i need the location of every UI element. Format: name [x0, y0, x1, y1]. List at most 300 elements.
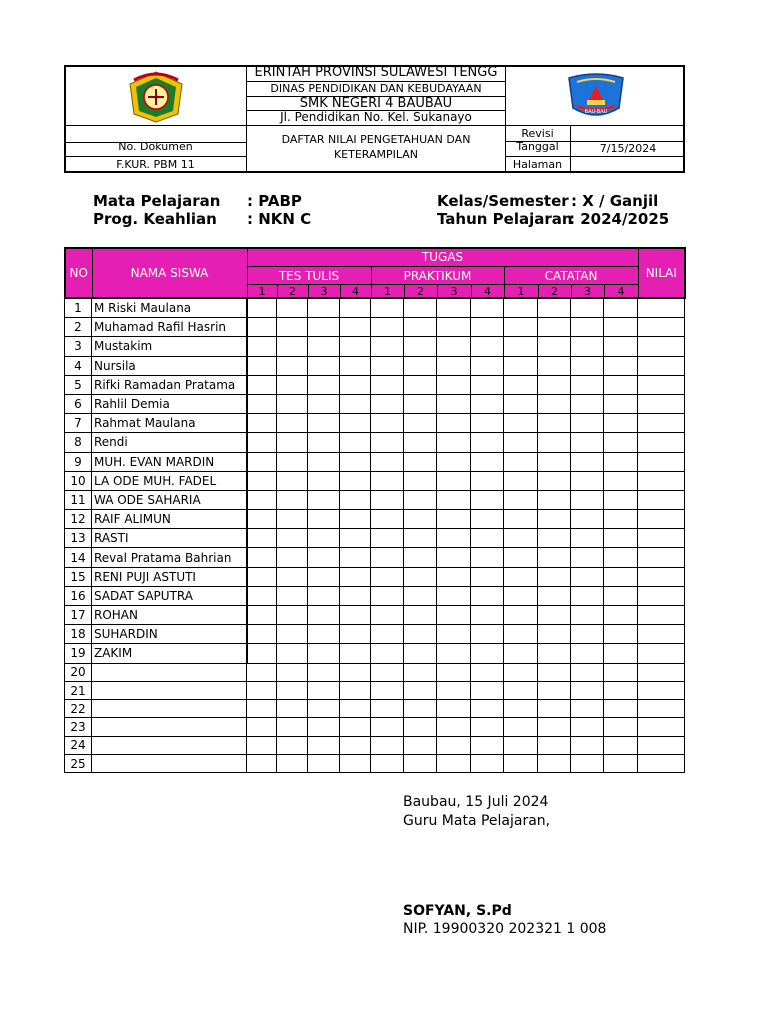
score-cell[interactable]: [604, 318, 638, 337]
score-cell[interactable]: [404, 356, 437, 375]
score-cell[interactable]: [371, 586, 404, 605]
score-cell[interactable]: [571, 433, 604, 452]
score-cell[interactable]: [538, 299, 571, 318]
score-cell[interactable]: [340, 337, 371, 356]
score-cell[interactable]: [571, 510, 604, 529]
score-cell[interactable]: [471, 414, 504, 433]
score-cell[interactable]: [538, 606, 571, 625]
score-cell[interactable]: [604, 625, 638, 644]
score-cell[interactable]: [371, 375, 404, 394]
score-cell[interactable]: [308, 452, 340, 471]
score-cell[interactable]: [308, 299, 340, 318]
score-cell[interactable]: [571, 606, 604, 625]
score-cell[interactable]: [437, 337, 471, 356]
score-cell[interactable]: [371, 471, 404, 490]
score-cell[interactable]: [308, 375, 340, 394]
score-cell[interactable]: [247, 625, 277, 644]
score-cell[interactable]: [404, 337, 437, 356]
score-cell[interactable]: [571, 681, 604, 699]
score-cell[interactable]: [371, 736, 404, 754]
score-cell[interactable]: [504, 586, 538, 605]
score-cell[interactable]: [504, 471, 538, 490]
score-cell[interactable]: [571, 337, 604, 356]
score-cell[interactable]: [404, 299, 437, 318]
score-cell[interactable]: [471, 718, 504, 736]
score-cell[interactable]: [571, 490, 604, 509]
nilai-cell[interactable]: [638, 567, 685, 586]
score-cell[interactable]: [247, 529, 277, 548]
score-cell[interactable]: [571, 644, 604, 663]
score-cell[interactable]: [504, 606, 538, 625]
score-cell[interactable]: [340, 644, 371, 663]
score-cell[interactable]: [604, 736, 638, 754]
score-cell[interactable]: [340, 736, 371, 754]
score-cell[interactable]: [340, 375, 371, 394]
score-cell[interactable]: [308, 663, 340, 681]
score-cell[interactable]: [277, 586, 308, 605]
score-cell[interactable]: [308, 414, 340, 433]
score-cell[interactable]: [471, 337, 504, 356]
score-cell[interactable]: [247, 490, 277, 509]
nilai-cell[interactable]: [638, 337, 685, 356]
score-cell[interactable]: [571, 736, 604, 754]
score-cell[interactable]: [538, 471, 571, 490]
score-cell[interactable]: [277, 375, 308, 394]
score-cell[interactable]: [471, 375, 504, 394]
nilai-cell[interactable]: [638, 663, 685, 681]
score-cell[interactable]: [538, 681, 571, 699]
score-cell[interactable]: [340, 471, 371, 490]
score-cell[interactable]: [404, 414, 437, 433]
score-cell[interactable]: [571, 318, 604, 337]
score-cell[interactable]: [437, 510, 471, 529]
score-cell[interactable]: [604, 718, 638, 736]
score-cell[interactable]: [471, 644, 504, 663]
score-cell[interactable]: [437, 375, 471, 394]
score-cell[interactable]: [471, 452, 504, 471]
score-cell[interactable]: [404, 510, 437, 529]
score-cell[interactable]: [538, 700, 571, 718]
score-cell[interactable]: [277, 606, 308, 625]
score-cell[interactable]: [371, 337, 404, 356]
nilai-cell[interactable]: [638, 736, 685, 754]
score-cell[interactable]: [538, 644, 571, 663]
score-cell[interactable]: [247, 299, 277, 318]
score-cell[interactable]: [247, 337, 277, 356]
score-cell[interactable]: [504, 318, 538, 337]
score-cell[interactable]: [604, 394, 638, 413]
nilai-cell[interactable]: [638, 700, 685, 718]
score-cell[interactable]: [308, 700, 340, 718]
score-cell[interactable]: [571, 700, 604, 718]
score-cell[interactable]: [371, 414, 404, 433]
score-cell[interactable]: [371, 452, 404, 471]
score-cell[interactable]: [571, 452, 604, 471]
score-cell[interactable]: [277, 736, 308, 754]
score-cell[interactable]: [471, 606, 504, 625]
score-cell[interactable]: [471, 471, 504, 490]
score-cell[interactable]: [308, 736, 340, 754]
score-cell[interactable]: [504, 394, 538, 413]
nilai-cell[interactable]: [638, 755, 685, 773]
score-cell[interactable]: [437, 736, 471, 754]
nilai-cell[interactable]: [638, 606, 685, 625]
score-cell[interactable]: [277, 548, 308, 567]
score-cell[interactable]: [404, 375, 437, 394]
score-cell[interactable]: [404, 394, 437, 413]
score-cell[interactable]: [604, 663, 638, 681]
score-cell[interactable]: [538, 625, 571, 644]
score-cell[interactable]: [371, 299, 404, 318]
score-cell[interactable]: [340, 356, 371, 375]
score-cell[interactable]: [471, 510, 504, 529]
score-cell[interactable]: [247, 700, 277, 718]
score-cell[interactable]: [504, 433, 538, 452]
score-cell[interactable]: [437, 606, 471, 625]
score-cell[interactable]: [340, 414, 371, 433]
score-cell[interactable]: [538, 337, 571, 356]
score-cell[interactable]: [308, 510, 340, 529]
score-cell[interactable]: [340, 394, 371, 413]
score-cell[interactable]: [538, 433, 571, 452]
score-cell[interactable]: [247, 644, 277, 663]
score-cell[interactable]: [247, 548, 277, 567]
score-cell[interactable]: [504, 529, 538, 548]
score-cell[interactable]: [604, 490, 638, 509]
score-cell[interactable]: [604, 548, 638, 567]
score-cell[interactable]: [571, 471, 604, 490]
score-cell[interactable]: [277, 471, 308, 490]
score-cell[interactable]: [340, 586, 371, 605]
score-cell[interactable]: [308, 356, 340, 375]
score-cell[interactable]: [247, 318, 277, 337]
score-cell[interactable]: [404, 736, 437, 754]
score-cell[interactable]: [471, 736, 504, 754]
score-cell[interactable]: [538, 510, 571, 529]
score-cell[interactable]: [340, 490, 371, 509]
score-cell[interactable]: [437, 663, 471, 681]
score-cell[interactable]: [404, 490, 437, 509]
score-cell[interactable]: [308, 718, 340, 736]
score-cell[interactable]: [247, 755, 277, 773]
nilai-cell[interactable]: [638, 375, 685, 394]
score-cell[interactable]: [604, 681, 638, 699]
score-cell[interactable]: [277, 433, 308, 452]
score-cell[interactable]: [277, 681, 308, 699]
score-cell[interactable]: [471, 567, 504, 586]
score-cell[interactable]: [308, 755, 340, 773]
score-cell[interactable]: [538, 529, 571, 548]
score-cell[interactable]: [371, 567, 404, 586]
score-cell[interactable]: [471, 700, 504, 718]
nilai-cell[interactable]: [638, 471, 685, 490]
score-cell[interactable]: [437, 718, 471, 736]
score-cell[interactable]: [277, 644, 308, 663]
score-cell[interactable]: [571, 586, 604, 605]
score-cell[interactable]: [604, 644, 638, 663]
score-cell[interactable]: [604, 433, 638, 452]
score-cell[interactable]: [504, 356, 538, 375]
score-cell[interactable]: [538, 586, 571, 605]
score-cell[interactable]: [504, 663, 538, 681]
score-cell[interactable]: [604, 529, 638, 548]
score-cell[interactable]: [538, 394, 571, 413]
score-cell[interactable]: [340, 510, 371, 529]
score-cell[interactable]: [371, 718, 404, 736]
score-cell[interactable]: [371, 681, 404, 699]
score-cell[interactable]: [404, 567, 437, 586]
score-cell[interactable]: [538, 755, 571, 773]
score-cell[interactable]: [308, 529, 340, 548]
score-cell[interactable]: [340, 299, 371, 318]
score-cell[interactable]: [340, 755, 371, 773]
score-cell[interactable]: [308, 394, 340, 413]
score-cell[interactable]: [277, 663, 308, 681]
score-cell[interactable]: [277, 452, 308, 471]
score-cell[interactable]: [437, 567, 471, 586]
score-cell[interactable]: [371, 663, 404, 681]
score-cell[interactable]: [571, 375, 604, 394]
nilai-cell[interactable]: [638, 529, 685, 548]
score-cell[interactable]: [371, 755, 404, 773]
score-cell[interactable]: [471, 681, 504, 699]
score-cell[interactable]: [277, 414, 308, 433]
score-cell[interactable]: [471, 433, 504, 452]
score-cell[interactable]: [604, 755, 638, 773]
nilai-cell[interactable]: [638, 433, 685, 452]
score-cell[interactable]: [437, 490, 471, 509]
score-cell[interactable]: [371, 433, 404, 452]
score-cell[interactable]: [538, 414, 571, 433]
score-cell[interactable]: [340, 548, 371, 567]
score-cell[interactable]: [604, 414, 638, 433]
score-cell[interactable]: [247, 586, 277, 605]
score-cell[interactable]: [247, 510, 277, 529]
score-cell[interactable]: [504, 681, 538, 699]
score-cell[interactable]: [504, 567, 538, 586]
score-cell[interactable]: [604, 299, 638, 318]
score-cell[interactable]: [571, 299, 604, 318]
score-cell[interactable]: [247, 663, 277, 681]
score-cell[interactable]: [371, 510, 404, 529]
score-cell[interactable]: [277, 299, 308, 318]
score-cell[interactable]: [604, 337, 638, 356]
nilai-cell[interactable]: [638, 644, 685, 663]
score-cell[interactable]: [308, 548, 340, 567]
score-cell[interactable]: [437, 681, 471, 699]
score-cell[interactable]: [277, 718, 308, 736]
score-cell[interactable]: [538, 718, 571, 736]
score-cell[interactable]: [404, 529, 437, 548]
score-cell[interactable]: [437, 586, 471, 605]
score-cell[interactable]: [504, 510, 538, 529]
score-cell[interactable]: [437, 625, 471, 644]
score-cell[interactable]: [277, 394, 308, 413]
score-cell[interactable]: [571, 718, 604, 736]
score-cell[interactable]: [404, 318, 437, 337]
score-cell[interactable]: [371, 644, 404, 663]
score-cell[interactable]: [247, 394, 277, 413]
score-cell[interactable]: [437, 700, 471, 718]
score-cell[interactable]: [404, 452, 437, 471]
score-cell[interactable]: [371, 394, 404, 413]
score-cell[interactable]: [340, 567, 371, 586]
score-cell[interactable]: [277, 700, 308, 718]
score-cell[interactable]: [308, 644, 340, 663]
score-cell[interactable]: [604, 586, 638, 605]
score-cell[interactable]: [340, 663, 371, 681]
score-cell[interactable]: [277, 356, 308, 375]
score-cell[interactable]: [437, 433, 471, 452]
score-cell[interactable]: [277, 625, 308, 644]
score-cell[interactable]: [571, 414, 604, 433]
score-cell[interactable]: [371, 490, 404, 509]
score-cell[interactable]: [340, 529, 371, 548]
score-cell[interactable]: [437, 529, 471, 548]
score-cell[interactable]: [471, 755, 504, 773]
score-cell[interactable]: [604, 510, 638, 529]
score-cell[interactable]: [308, 586, 340, 605]
score-cell[interactable]: [404, 606, 437, 625]
score-cell[interactable]: [571, 625, 604, 644]
score-cell[interactable]: [308, 471, 340, 490]
score-cell[interactable]: [404, 471, 437, 490]
nilai-cell[interactable]: [638, 681, 685, 699]
score-cell[interactable]: [308, 490, 340, 509]
score-cell[interactable]: [437, 548, 471, 567]
score-cell[interactable]: [471, 548, 504, 567]
nilai-cell[interactable]: [638, 414, 685, 433]
score-cell[interactable]: [437, 755, 471, 773]
score-cell[interactable]: [277, 755, 308, 773]
score-cell[interactable]: [308, 337, 340, 356]
nilai-cell[interactable]: [638, 490, 685, 509]
score-cell[interactable]: [504, 644, 538, 663]
score-cell[interactable]: [404, 548, 437, 567]
score-cell[interactable]: [308, 681, 340, 699]
score-cell[interactable]: [404, 681, 437, 699]
score-cell[interactable]: [504, 700, 538, 718]
score-cell[interactable]: [538, 567, 571, 586]
score-cell[interactable]: [277, 510, 308, 529]
score-cell[interactable]: [247, 452, 277, 471]
score-cell[interactable]: [504, 718, 538, 736]
score-cell[interactable]: [371, 700, 404, 718]
score-cell[interactable]: [604, 356, 638, 375]
score-cell[interactable]: [504, 414, 538, 433]
nilai-cell[interactable]: [638, 356, 685, 375]
score-cell[interactable]: [371, 548, 404, 567]
score-cell[interactable]: [471, 586, 504, 605]
score-cell[interactable]: [571, 356, 604, 375]
score-cell[interactable]: [471, 356, 504, 375]
score-cell[interactable]: [504, 490, 538, 509]
score-cell[interactable]: [371, 318, 404, 337]
score-cell[interactable]: [404, 625, 437, 644]
score-cell[interactable]: [247, 736, 277, 754]
score-cell[interactable]: [308, 318, 340, 337]
score-cell[interactable]: [247, 356, 277, 375]
score-cell[interactable]: [437, 299, 471, 318]
score-cell[interactable]: [504, 548, 538, 567]
score-cell[interactable]: [571, 548, 604, 567]
score-cell[interactable]: [504, 299, 538, 318]
score-cell[interactable]: [404, 755, 437, 773]
nilai-cell[interactable]: [638, 625, 685, 644]
score-cell[interactable]: [308, 567, 340, 586]
score-cell[interactable]: [604, 452, 638, 471]
score-cell[interactable]: [247, 681, 277, 699]
score-cell[interactable]: [404, 433, 437, 452]
score-cell[interactable]: [471, 318, 504, 337]
score-cell[interactable]: [404, 700, 437, 718]
score-cell[interactable]: [604, 700, 638, 718]
score-cell[interactable]: [471, 529, 504, 548]
score-cell[interactable]: [340, 318, 371, 337]
score-cell[interactable]: [604, 606, 638, 625]
score-cell[interactable]: [571, 567, 604, 586]
score-cell[interactable]: [340, 700, 371, 718]
score-cell[interactable]: [371, 529, 404, 548]
score-cell[interactable]: [538, 548, 571, 567]
score-cell[interactable]: [571, 529, 604, 548]
score-cell[interactable]: [404, 644, 437, 663]
score-cell[interactable]: [437, 356, 471, 375]
nilai-cell[interactable]: [638, 394, 685, 413]
score-cell[interactable]: [340, 625, 371, 644]
score-cell[interactable]: [247, 606, 277, 625]
score-cell[interactable]: [437, 394, 471, 413]
score-cell[interactable]: [538, 356, 571, 375]
score-cell[interactable]: [340, 452, 371, 471]
nilai-cell[interactable]: [638, 718, 685, 736]
nilai-cell[interactable]: [638, 586, 685, 605]
score-cell[interactable]: [538, 663, 571, 681]
score-cell[interactable]: [277, 567, 308, 586]
score-cell[interactable]: [604, 567, 638, 586]
score-cell[interactable]: [604, 375, 638, 394]
score-cell[interactable]: [437, 471, 471, 490]
score-cell[interactable]: [308, 433, 340, 452]
nilai-cell[interactable]: [638, 318, 685, 337]
score-cell[interactable]: [571, 663, 604, 681]
score-cell[interactable]: [471, 663, 504, 681]
score-cell[interactable]: [340, 606, 371, 625]
score-cell[interactable]: [538, 375, 571, 394]
nilai-cell[interactable]: [638, 299, 685, 318]
score-cell[interactable]: [471, 299, 504, 318]
score-cell[interactable]: [504, 625, 538, 644]
score-cell[interactable]: [404, 663, 437, 681]
score-cell[interactable]: [437, 644, 471, 663]
score-cell[interactable]: [247, 718, 277, 736]
score-cell[interactable]: [404, 718, 437, 736]
score-cell[interactable]: [308, 606, 340, 625]
score-cell[interactable]: [571, 394, 604, 413]
score-cell[interactable]: [437, 414, 471, 433]
score-cell[interactable]: [247, 433, 277, 452]
score-cell[interactable]: [538, 490, 571, 509]
score-cell[interactable]: [404, 586, 437, 605]
score-cell[interactable]: [371, 606, 404, 625]
score-cell[interactable]: [340, 433, 371, 452]
score-cell[interactable]: [504, 736, 538, 754]
score-cell[interactable]: [504, 375, 538, 394]
score-cell[interactable]: [371, 356, 404, 375]
score-cell[interactable]: [340, 718, 371, 736]
score-cell[interactable]: [538, 736, 571, 754]
nilai-cell[interactable]: [638, 510, 685, 529]
